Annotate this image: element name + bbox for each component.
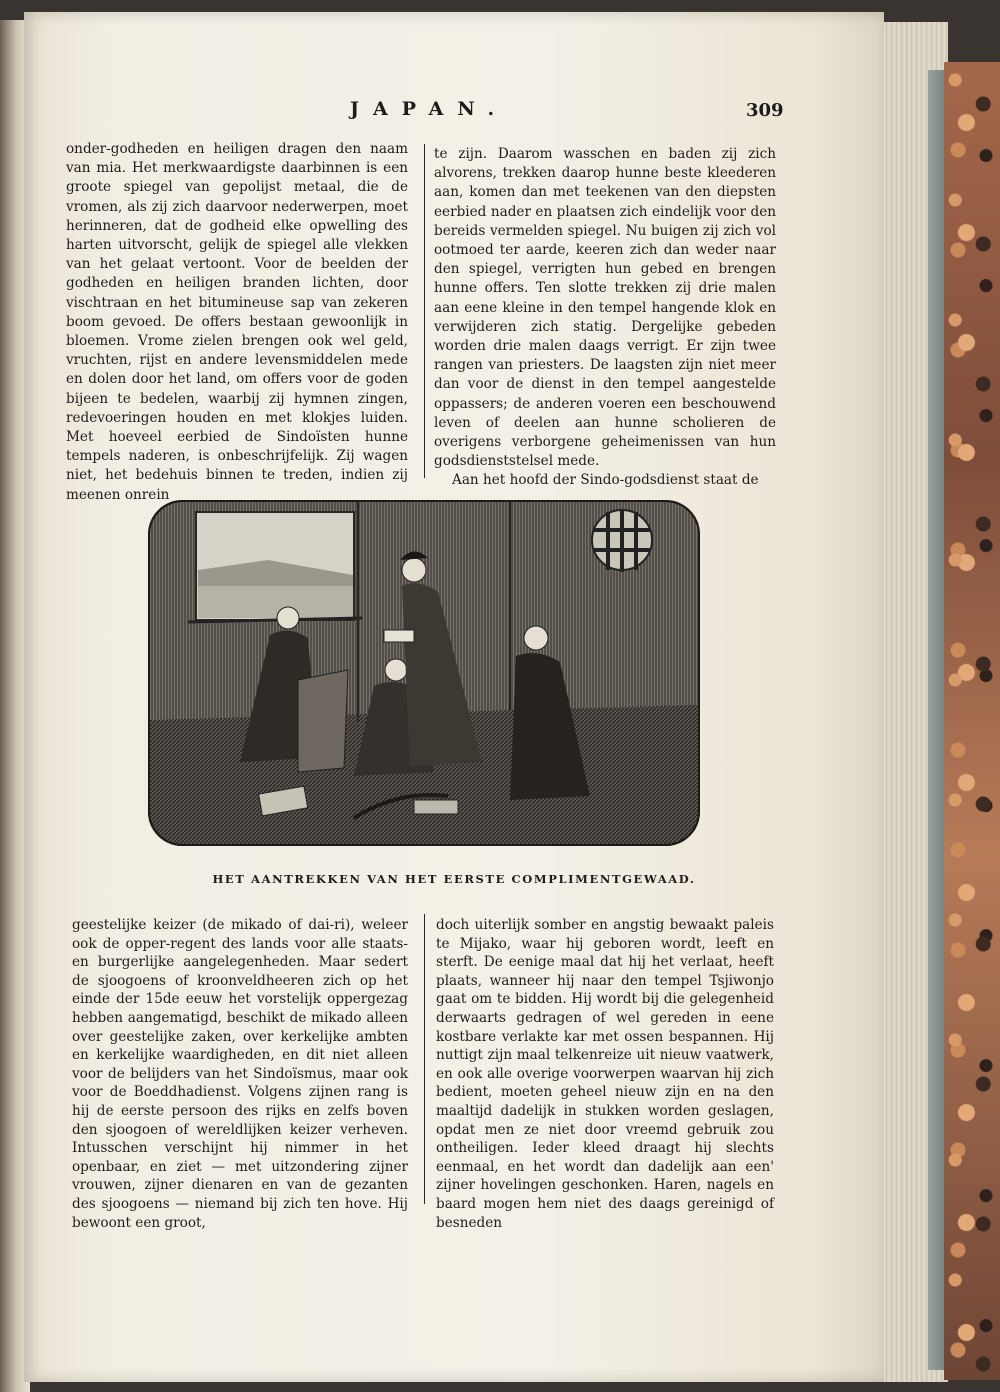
engraving-image — [148, 500, 700, 846]
marbled-cover — [944, 62, 1000, 1380]
figure-caption: HET AANTREKKEN VAN HET EERSTE COMPLIMENTGEWAAD. — [212, 872, 696, 886]
text-column-top-right — [434, 145, 776, 491]
column-rule-top — [424, 144, 425, 478]
paragraph: Aan het hoofd der Sindo-godsdienst staat de — [452, 472, 759, 489]
page-header — [24, 98, 884, 128]
column-rule-bottom — [424, 914, 425, 1204]
paragraph: doch uiterlijk somber en angstig bewaakt paleis te Mijako, waar hij geboren wordt, leeft en sterft. De eenige maal dat hij het verlaat, heeft plaats, wanneer hij naar den tempel Tsjiwonjo gaat om te bidden. Hij wordt bij die gelegenheid derwaarts gedragen of wel gereden in eene kostbare verlakte kar met ossen bespannen. Hij nuttigt zijn maal telkenreize uit nieuw vaatwerk, en ook alle overige voorwerpen waarvan hij zich bedient, moeten geheel nieuw zijn en na den maaltijd dadelijk in stukken worden geslagen, opdat men ze niet door vreemd gebruik zou ontheiligen. Ieder kleed draagt hij slechts eenmaal, en het wordt dan dadelijk aan een' zijner hovelingen geschonken. Haren, nagels en baard mogen hem niet des daags gereinigd of besneden — [436, 917, 774, 1231]
book-page — [24, 12, 884, 1382]
page-number: 309 — [746, 100, 784, 121]
paragraph: geestelijke keizer (de mikado of dai-ri), weleer ook de opper-regent des lands voor alle staats- en burgerlijke aangelegenheden. Maar sedert de sjoogoens of kroonveldheeren zich op het einde der 15de eeuw het vorstelijk oppergezag hebben aangematigd, beschikt de mikado alleen over geestelijke zaken, over kerkelijke ambten en kerkelijke waardigheden, en dit niet alleen voor de belijders van het Sindoïsmus, maar ook voor de Boeddhadienst. Volgens zijnen rang is hij de eerste persoon des rijks en zelfs boven den sjoogoen of wereldlijken keizer verheven. Intusschen verschijnt hij nimmer in het openbaar, en ziet — met uitzondering zijner vrouwen, zijner dienaren en van de gezanten des sjoogoens — niemand bij zich ten hove. Hij bewoont een groot, — [72, 917, 408, 1231]
text-column-bottom-left — [72, 916, 408, 1232]
running-title: JAPAN. — [350, 98, 509, 120]
text-column-top-left — [66, 140, 408, 505]
text-column-bottom-right — [436, 916, 774, 1232]
paragraph: te zijn. Daarom wasschen en baden zij zich alvorens, trekken daarop hunne beste kleederen aan, komen dan met teekenen van den diepsten eerbied nader en plaatsen zich eindelijk voor den bereids vermelden spiegel. Nu buigen zij zich vol ootmoed ter aarde, keeren zich dan weder naar den spiegel, verrigten hun gebed en brengen hunne offers. Ten slotte trekken zij drie malen aan eene kleine in den tempel hangende klok en verwijderen zich statig. Dergelijke gebeden worden drie malen daags verrigt. Er zijn twee rangen van priesters. De laagsten zijn niet meer dan voor de dienst in den tempel aangestelde oppassers; de anderen voeren een beschouwend leven of deelen aan hunne scholieren de overigens verborgene geheimenissen van hun godsdienststelsel mede. — [434, 146, 776, 470]
engraving-illustration — [148, 500, 700, 846]
paragraph: onder-godheden en heiligen dragen den naam van mia. Het merkwaardigste daarbinnen is een groote spiegel van gepolijst metaal, die de vromen, als zij zich daarvoor nederwerpen, moet herinneren, dat de godheid elke opwelling des harten uitvorscht, gelijk de spiegel alle vlekken van het gelaat vertoont. Voor de beelden der godheden en heiligen branden lichten, door vischtraan en het bitumineuse sap van zekeren boom gevoed. De offers bestaan gewoonlijk in bloemen. Vrome zielen brengen ook wel geld, vruchten, rijst en andere levensmiddelen mede en dolen door het land, om offers voor de goden bijeen te bedelen, waarbij zij hymnen zingen, redevoeringen houden en met klokjes luiden. Met hoeveel eerbied de Sindoïsten hunne tempels naderen, is onbeschrijfelijk. Zij wagen niet, het bedehuis binnen te treden, indien zij meenen onrein — [66, 141, 408, 503]
